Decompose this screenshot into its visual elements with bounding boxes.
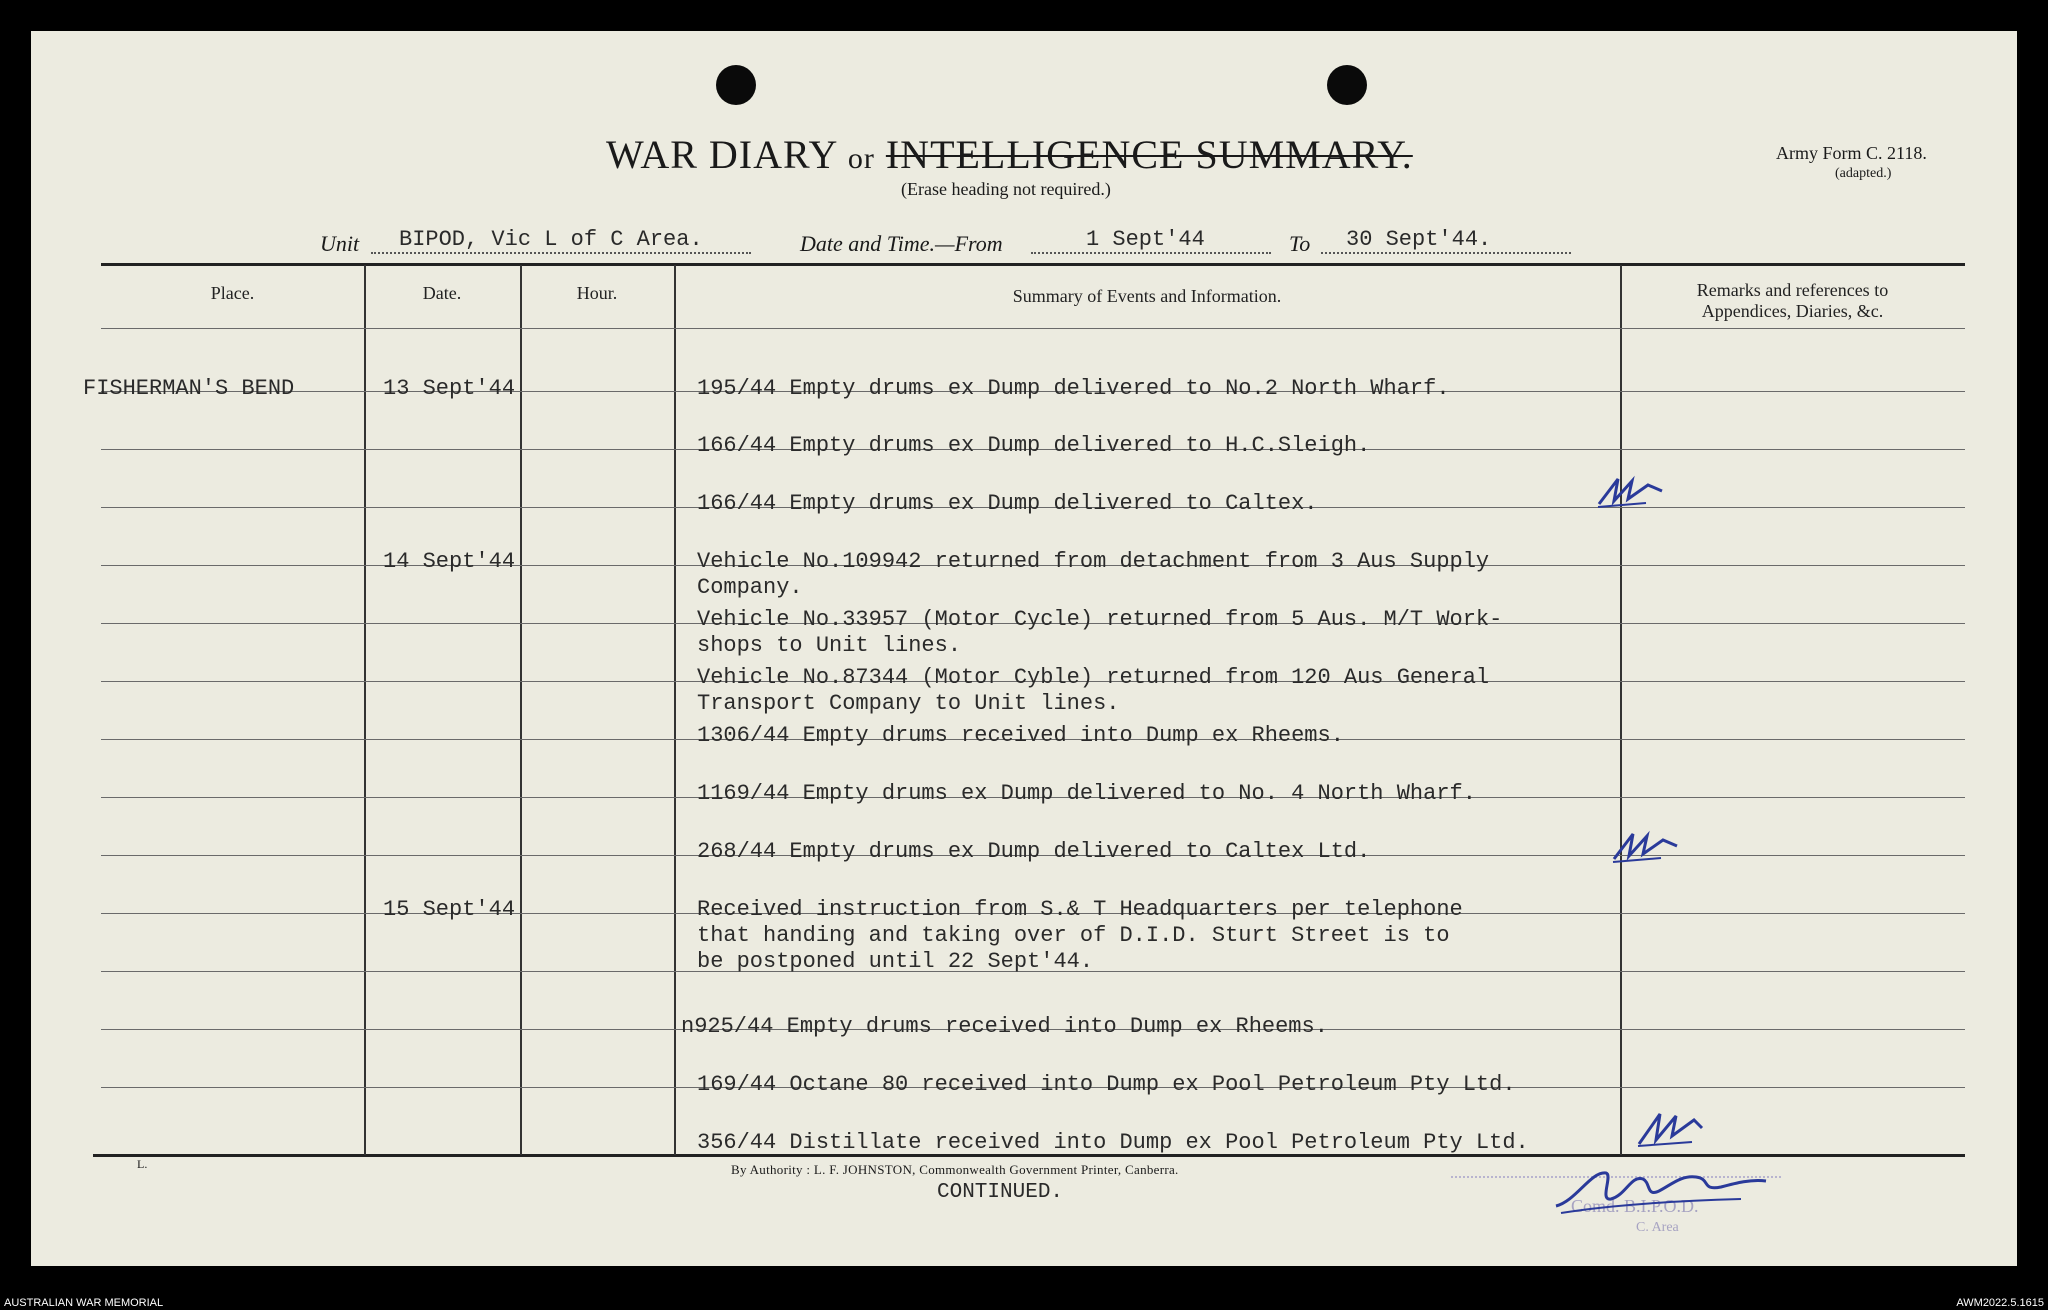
divider-summary-remarks — [1620, 265, 1622, 1155]
entry-summary-line: Transport Company to Unit lines. — [697, 691, 1120, 716]
entry-summary-line: 166/44 Empty drums ex Dump delivered to Caltex. — [697, 491, 1318, 516]
divider-hour-summary — [674, 265, 676, 1155]
header-date: Date. — [422, 283, 462, 303]
initials-mark — [1636, 1106, 1706, 1151]
stamp-line2: C. Area — [1636, 1220, 1679, 1235]
printer-authority: By Authority : L. F. JOHNSTON, Commonwealth Government Printer, Canberra. — [731, 1162, 1179, 1177]
archive-caption-right: AWM2022.5.1615 — [1956, 1297, 2044, 1309]
entry-summary-line: 1169/44 Empty drums ex Dump delivered to No. 4 North Wharf. — [697, 781, 1476, 806]
ruled-line — [101, 328, 1965, 329]
entry-summary-line: Vehicle No.109942 returned from detachment from 3 Aus Supply — [697, 549, 1490, 574]
table-top-rule — [101, 263, 1965, 266]
signature — [1551, 1161, 1771, 1221]
erase-note: (Erase heading not required.) — [901, 179, 1111, 199]
form-title — [606, 131, 1413, 178]
entry-summary-line: 268/44 Empty drums ex Dump delivered to Caltex Ltd. — [697, 839, 1371, 864]
entry-summary-line: 169/44 Octane 80 received into Dump ex Pool Petroleum Pty Ltd. — [697, 1072, 1516, 1097]
continued-note: CONTINUED. — [937, 1181, 1064, 1204]
divider-date-hour — [520, 265, 522, 1155]
initials-mark — [1596, 471, 1666, 511]
diary-page — [31, 31, 2017, 1266]
entry-place: FISHERMAN'S BEND — [83, 376, 295, 401]
entry-date: 15 Sept'44 — [383, 897, 516, 922]
header-place: Place. — [210, 283, 255, 303]
footer-mark: L. — [137, 1157, 148, 1171]
punch-hole-left — [716, 65, 756, 105]
title-main: WAR DIARY — [606, 132, 837, 177]
initials-mark — [1611, 826, 1681, 866]
unit-label: Unit — [320, 231, 360, 256]
unit-value: BIPOD, Vic L of C Area. — [371, 227, 751, 254]
entry-summary-line: Received instruction from S.& T Headquarters per telephone — [697, 897, 1463, 922]
divider-place-date — [364, 265, 366, 1155]
entry-date: 14 Sept'44 — [383, 549, 516, 574]
entry-summary-line: Vehicle No.33957 (Motor Cycle) returned from 5 Aus. M/T Work- — [697, 607, 1503, 632]
entry-summary-line: 195/44 Empty drums ex Dump delivered to No.2 North Wharf. — [697, 376, 1450, 401]
header-hour: Hour. — [576, 283, 618, 303]
header-remarks-line2: Appendices, Diaries, &c. — [1701, 301, 1884, 321]
punch-hole-right — [1327, 65, 1367, 105]
header-summary: Summary of Events and Information. — [1012, 286, 1282, 306]
army-form-number: Army Form C. 2118. — [1776, 143, 1927, 163]
entry-summary-line: shops to Unit lines. — [697, 633, 962, 658]
date-from-label: Date and Time.—From — [800, 231, 1003, 256]
date-to-value: 30 Sept'44. — [1321, 227, 1571, 254]
entry-summary-line: 166/44 Empty drums ex Dump delivered to H.C.Sleigh. — [697, 433, 1371, 458]
entry-summary-line: be postponed until 22 Sept'44. — [697, 949, 1094, 974]
date-to-label: To — [1289, 231, 1311, 256]
title-struck: INTELLIGENCE SUMMARY. — [885, 132, 1413, 177]
entry-summary-line: 356/44 Distillate received into Dump ex Pool Petroleum Pty Ltd. — [697, 1130, 1529, 1155]
entry-summary-line: n925/44 Empty drums received into Dump ex Rheems. — [681, 1014, 1328, 1039]
entry-summary-line: Company. — [697, 575, 803, 600]
header-remarks-line1: Remarks and references to — [1696, 280, 1889, 300]
date-from-value: 1 Sept'44 — [1031, 227, 1271, 254]
title-or: or — [847, 142, 875, 175]
entry-summary-line: that handing and taking over of D.I.D. Sturt Street is to — [697, 923, 1450, 948]
adapted-note: (adapted.) — [1835, 166, 1892, 181]
entry-summary-line: Vehicle No.87344 (Motor Cyble) returned from 120 Aus General — [697, 665, 1490, 690]
entry-date: 13 Sept'44 — [383, 376, 516, 401]
entry-summary-line: 1306/44 Empty drums received into Dump ex Rheems. — [697, 723, 1344, 748]
stamp-line1: Comd. B.I.P.O.D. — [1571, 1196, 1699, 1216]
archive-caption-left: AUSTRALIAN WAR MEMORIAL — [4, 1297, 164, 1309]
